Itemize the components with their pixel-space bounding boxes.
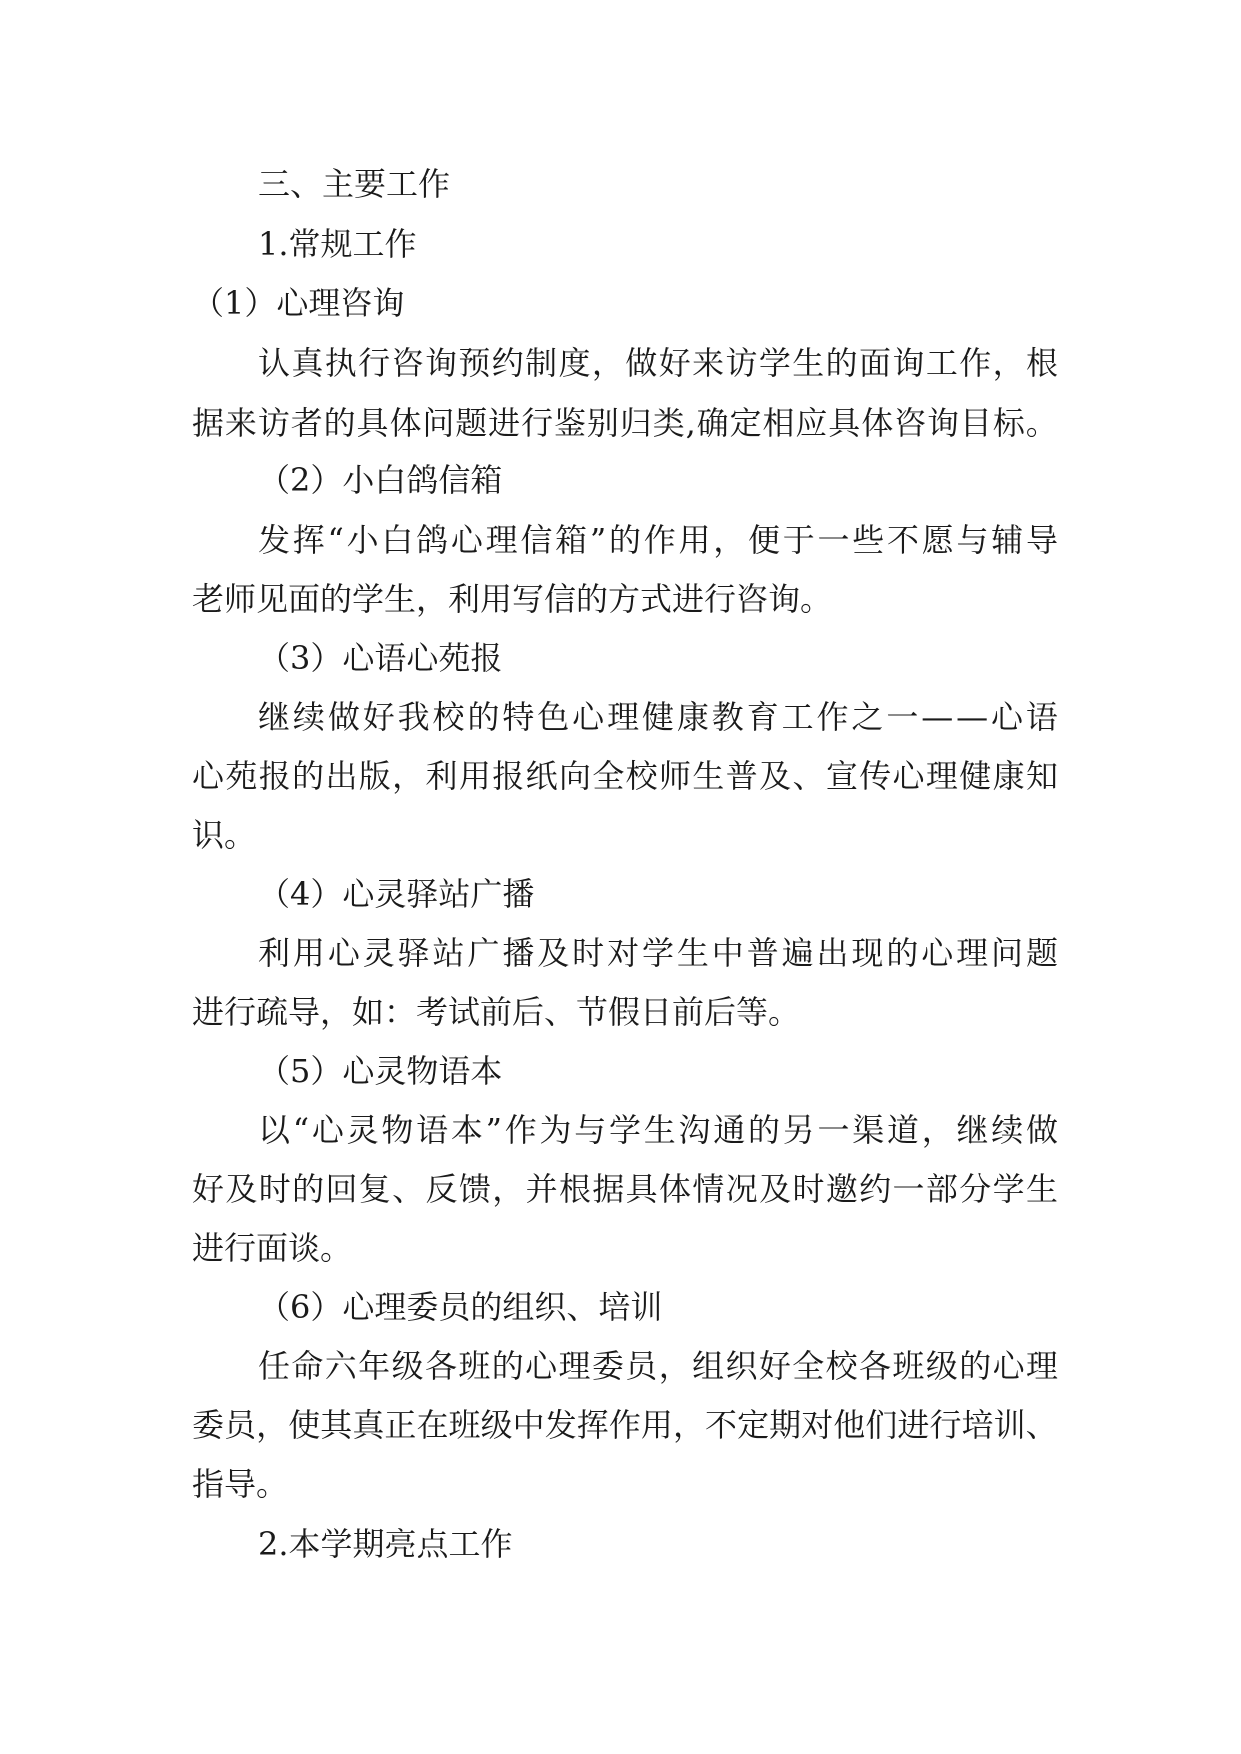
paragraph-line: 任 命 六 年 级 各 班 的 心 理 委 员 ， 组 织 好 全 校 各 班 级 的 心 理 [258,1347,1058,1385]
paragraph-line: 好 及 时 的 回 复 、 反 馈 ， 并 根 据 具 体 情 况 及 时 邀 约 一 部 分 学 生 [192,1170,1058,1208]
item-heading: （2）小白鸽信箱 [258,461,503,499]
section-heading: 三、主要工作 [258,165,451,203]
paragraph-line: 认 真 执 行 咨 询 预 约 制 度 ， 做 好 来 访 学 生 的 面 询 工 作 ， 根 [258,344,1058,382]
item-heading: （4）心灵驿站广播 [258,875,535,913]
item-heading: （3）心语心苑报 [258,639,503,677]
item-heading: （6）心理委员的组织、培训 [258,1288,663,1326]
paragraph-line: 进行疏导，如：考试前后、节假日前后等。 [192,993,801,1031]
subsection-heading: 2.本学期亮点工作 [258,1525,513,1563]
paragraph-line: 识。 [192,816,257,854]
paragraph-line: 委 员 ， 使 其 真 正 在 班 级 中 发 挥 作 用 ， 不 定 期 对 他 们 进 行 培 训 、 [192,1406,1058,1444]
item-heading: （1）心理咨询 [192,284,405,322]
paragraph-line: 老师见面的学生，利用写信的方式进行咨询。 [192,580,833,618]
paragraph-line: 利 用 心 灵 驿 站 广 播 及 时 对 学 生 中 普 遍 出 现 的 心 理 问 题 [258,934,1058,972]
paragraph-line: 进行面谈。 [192,1229,353,1267]
subsection-heading: 1.常规工作 [258,225,417,263]
paragraph-line: 心 苑 报 的 出 版 ， 利 用 报 纸 向 全 校 师 生 普 及 、 宣 传 心 理 健 康 知 [192,757,1058,795]
paragraph-line: 继 续 做 好 我 校 的 特 色 心 理 健 康 教 育 工 作 之 一 — — 心 语 [258,698,1058,736]
item-heading: （5）心灵物语本 [258,1052,503,1090]
paragraph-line: 以 “ 心 灵 物 语 本 ” 作 为 与 学 生 沟 通 的 另 一 渠 道 ， 继 续 做 [258,1111,1058,1149]
paragraph-line: 发 挥 “ 小 白 鸽 心 理 信 箱 ” 的 作 用 ， 便 于 一 些 不 愿 与 辅 导 [258,521,1058,559]
paragraph-line: 据 来 访 者 的 具 体 问 题 进 行 鉴 别 归 类 , 确 定 相 应 具 体 咨 询 目 标 。 [192,404,1058,442]
paragraph-line: 指导。 [192,1465,289,1503]
